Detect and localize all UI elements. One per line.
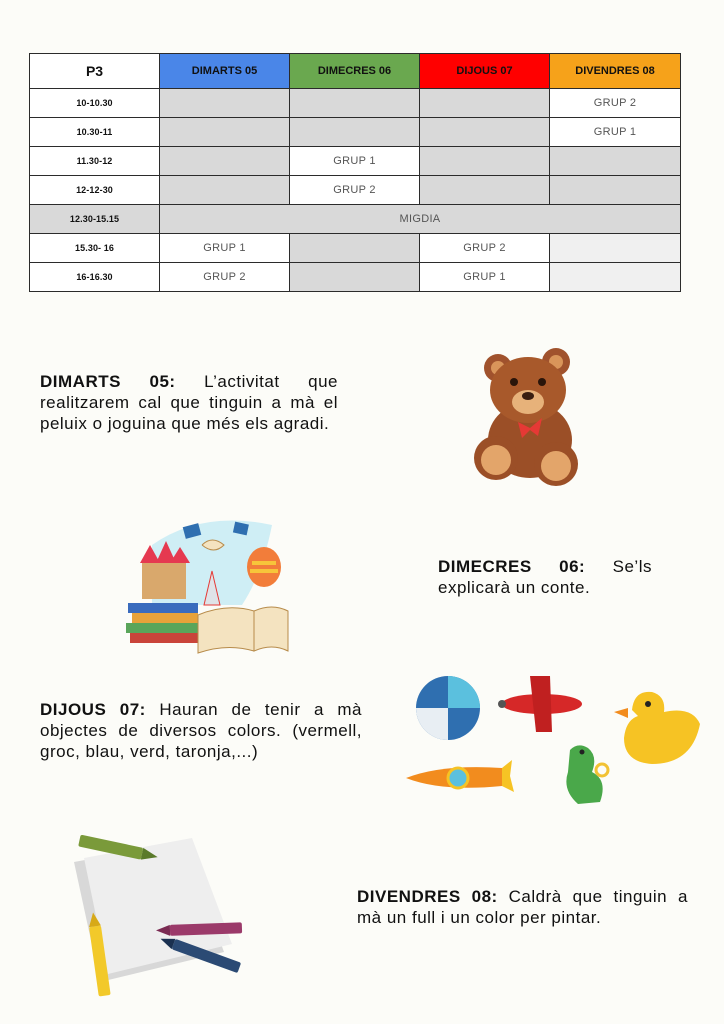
slot-cell xyxy=(160,89,290,118)
schedule-header-row xyxy=(30,54,681,89)
slot-cell: GRUP 1 xyxy=(160,234,290,263)
teddy-bear-icon xyxy=(468,340,586,488)
wednesday-text-block xyxy=(438,556,652,598)
slot-cell: GRUP 2 xyxy=(550,89,681,118)
table-row-midday xyxy=(30,205,681,234)
slot-cell xyxy=(420,176,550,205)
tuesday-description: L’activitat que realitzarem cal que tinguin a mà el peluix o joguina que més els agradi. xyxy=(40,372,338,433)
slot-cell xyxy=(160,118,290,147)
time-cell: 11.30-12 xyxy=(30,147,160,176)
slot-cell xyxy=(550,147,681,176)
friday-text-block xyxy=(357,886,688,928)
thursday-text-block xyxy=(40,699,362,762)
friday-description: Caldrà que tinguin a mà un full i un color per pintar. xyxy=(357,887,688,927)
slot-cell: GRUP 2 xyxy=(160,263,290,292)
tuesday-title: DIMARTS 05: xyxy=(40,372,176,391)
slot-cell: GRUP 2 xyxy=(420,234,550,263)
slot-cell xyxy=(420,147,550,176)
day-header-thursday: DIJOUS 07 xyxy=(420,54,550,89)
time-cell: 15.30- 16 xyxy=(30,234,160,263)
slot-cell xyxy=(420,118,550,147)
colorful-toys-icon xyxy=(402,672,706,812)
slot-cell xyxy=(550,234,681,263)
slot-cell xyxy=(550,263,681,292)
schedule-table xyxy=(29,53,681,292)
table-row xyxy=(30,147,681,176)
friday-title: DIVENDRES 08: xyxy=(357,887,498,906)
time-cell: 12-12-30 xyxy=(30,176,160,205)
time-cell: 16-16.30 xyxy=(30,263,160,292)
slot-cell: GRUP 2 xyxy=(290,176,420,205)
day-header-tuesday: DIMARTS 05 xyxy=(160,54,290,89)
tuesday-text-block xyxy=(40,371,338,434)
group-label: P3 xyxy=(30,54,160,89)
thursday-description: Hauran de tenir a mà objectes de diversos colors. (vermell, groc, blau, verd, taronja,...) xyxy=(40,700,362,761)
wednesday-description: Se’ls explicarà un conte. xyxy=(438,557,652,597)
time-cell: 10-10.30 xyxy=(30,89,160,118)
storybook-illustration-icon xyxy=(122,515,292,660)
slot-cell xyxy=(290,118,420,147)
table-row xyxy=(30,89,681,118)
slot-cell xyxy=(550,176,681,205)
slot-cell xyxy=(160,176,290,205)
time-cell: 12.30-15.15 xyxy=(30,205,160,234)
day-header-wednesday: DIMECRES 06 xyxy=(290,54,420,89)
slot-cell: GRUP 1 xyxy=(550,118,681,147)
table-row xyxy=(30,176,681,205)
slot-cell xyxy=(160,147,290,176)
wednesday-title: DIMECRES 06: xyxy=(438,557,586,576)
thursday-title: DIJOUS 07: xyxy=(40,700,146,719)
slot-cell: GRUP 1 xyxy=(420,263,550,292)
slot-cell xyxy=(290,234,420,263)
time-cell: 10.30-11 xyxy=(30,118,160,147)
midday-cell: MIGDIA xyxy=(160,205,681,234)
table-row xyxy=(30,263,681,292)
slot-cell xyxy=(420,89,550,118)
table-row xyxy=(30,118,681,147)
slot-cell: GRUP 1 xyxy=(290,147,420,176)
day-header-friday: DIVENDRES 08 xyxy=(550,54,681,89)
table-row xyxy=(30,234,681,263)
slot-cell xyxy=(290,263,420,292)
slot-cell xyxy=(290,89,420,118)
paper-and-crayons-icon xyxy=(64,832,254,1004)
